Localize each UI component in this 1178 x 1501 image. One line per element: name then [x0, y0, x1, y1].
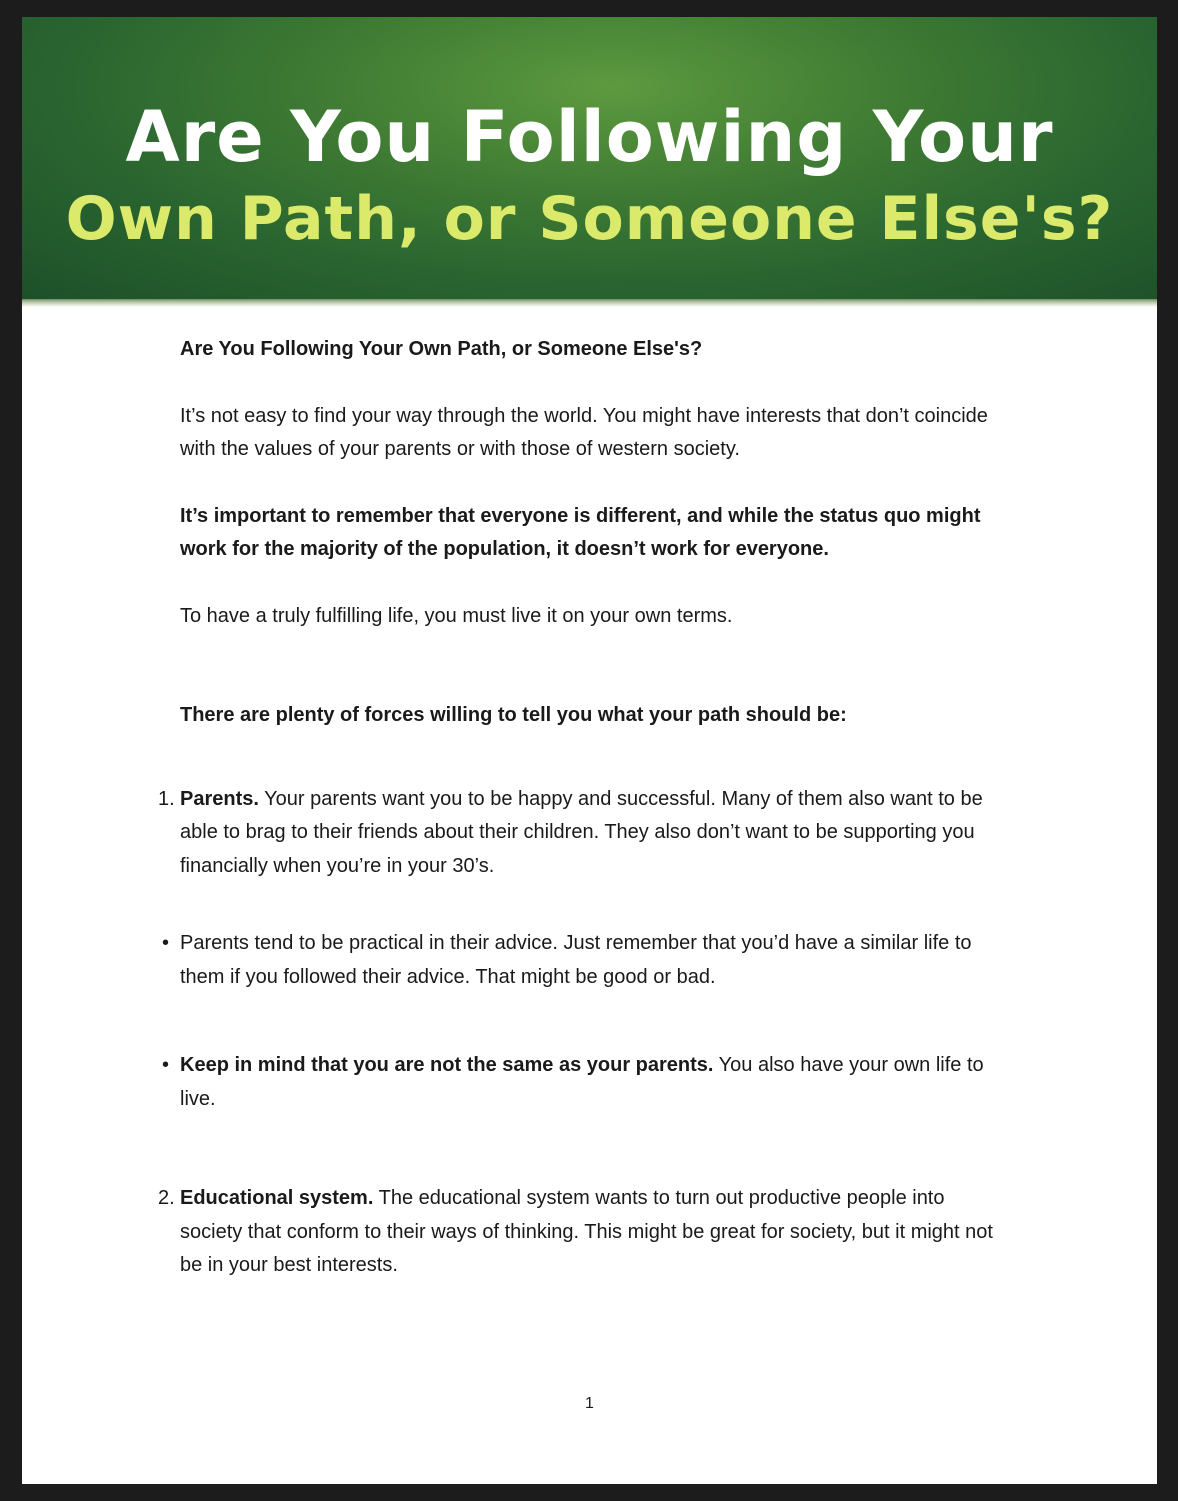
list-item-educational — [158, 1182, 1000, 1283]
list-number: 2. — [158, 1187, 175, 1209]
bullet-item-keep-in-mind — [162, 1049, 1000, 1116]
bullet-text: Parents tend to be practical in their advice. Just remember that you’d have a similar life to them if you followed their advice. That might be good or bad. — [180, 932, 972, 988]
list-item-text: Your parents want you to be happy and successful. Many of them also want to be able to brag to their friends about their children. They also don’t want to be supporting you financially when you’re in your 30’s. — [180, 787, 983, 877]
paragraph-intro: It’s not easy to find your way through the world. You might have interests that don’t coincide with the values of your parents or with those of western society. — [180, 404, 988, 460]
bullet-text: You also have your own life to live. — [180, 1054, 984, 1110]
title-banner — [22, 17, 1157, 299]
page-number: 1 — [585, 1395, 594, 1412]
bullet-label: Keep in mind that you are not the same as your parents. — [180, 1054, 714, 1076]
list-item-text: The educational system wants to turn out productive people into society that conform to their ways of thinking. This might be great for society, but it might not be in your best interests. — [180, 1187, 993, 1276]
bullet-marker: • — [162, 932, 170, 954]
bullet-marker: • — [162, 1054, 170, 1076]
banner-shadow — [22, 299, 1157, 307]
banner-title-line1: Are You Following Your — [125, 96, 1054, 178]
list-number: 1. — [158, 787, 175, 810]
banner-title-line2: Own Path, or Someone Else's? — [65, 184, 1114, 254]
forces-heading: There are plenty of forces willing to tell you what your path should be: — [180, 704, 847, 726]
bullet-item-practical — [162, 927, 1000, 994]
list-item-label: Educational system. — [180, 1187, 374, 1209]
document-body — [158, 333, 1000, 1283]
document-heading: Are You Following Your Own Path, or Someone Else's? — [180, 338, 703, 360]
paragraph-fulfilling: To have a truly fulfilling life, you must live it on your own terms. — [180, 604, 733, 627]
paragraph-important: It’s important to remember that everyone is different, and while the status quo might work for the majority of the population, it doesn’t work for everyone. — [180, 504, 981, 560]
list-item-parents — [158, 783, 1000, 884]
list-item-label: Parents. — [180, 787, 259, 810]
document-page — [22, 17, 1157, 1484]
